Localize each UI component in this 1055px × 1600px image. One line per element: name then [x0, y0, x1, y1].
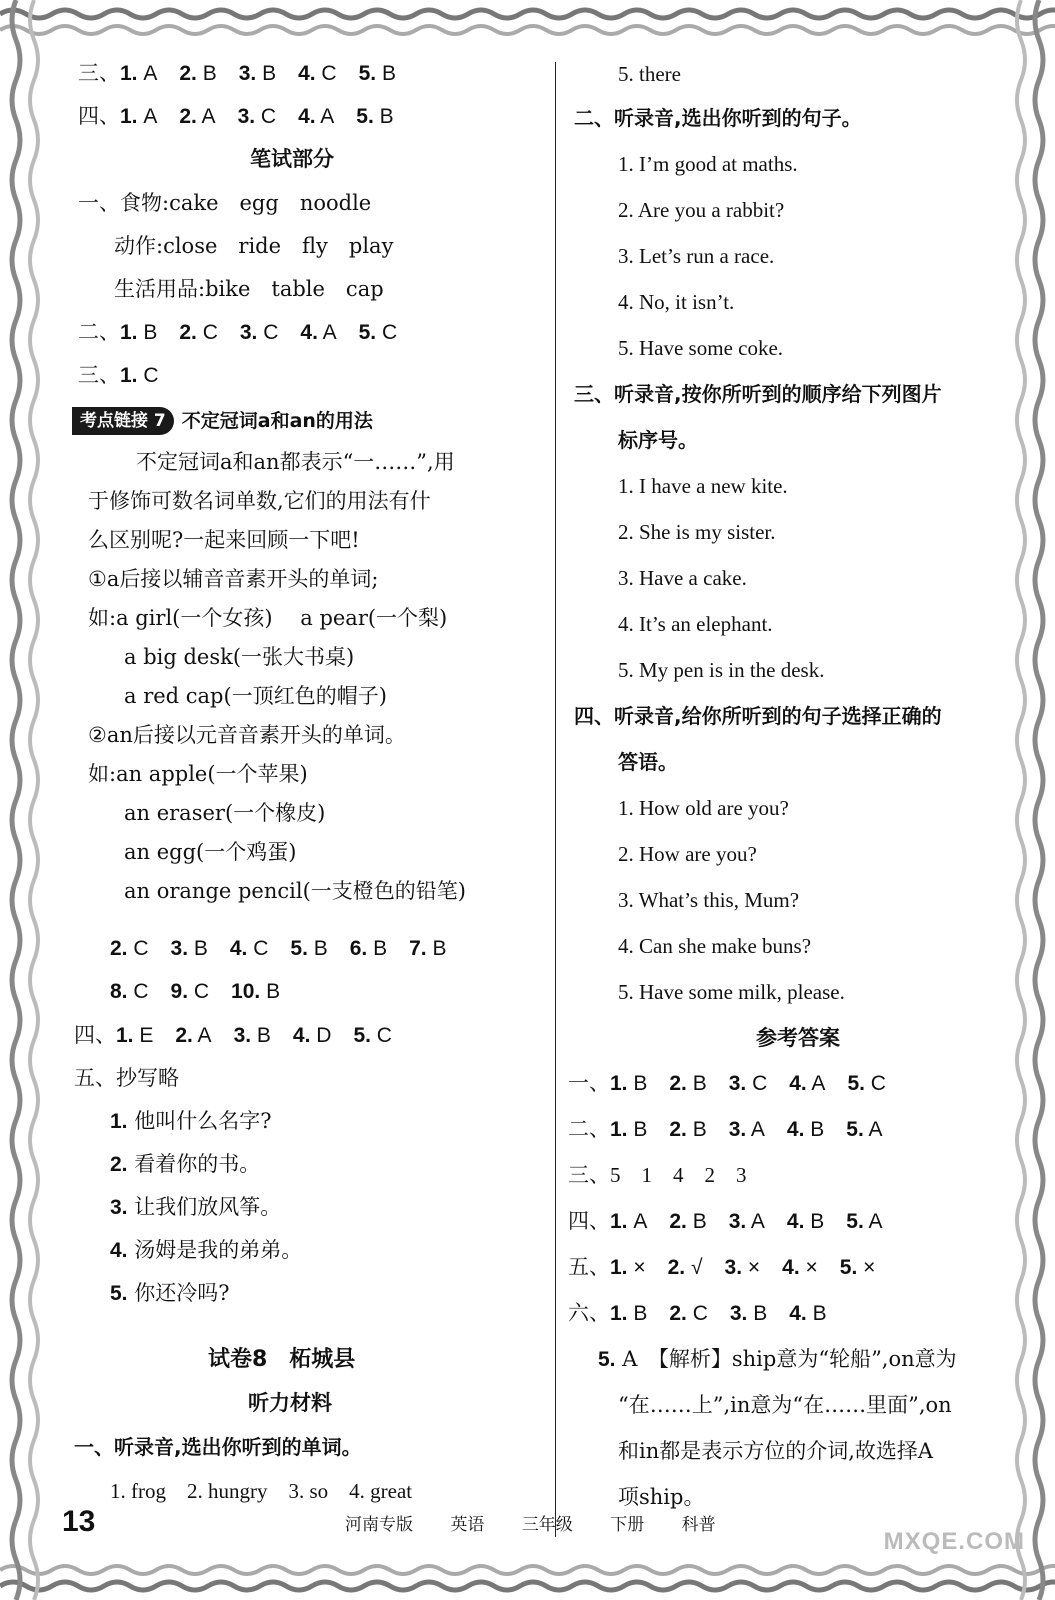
answer-number: 1.: [610, 1072, 628, 1095]
note-paragraph: 不定冠词a和an都表示“一……”,用: [136, 450, 455, 474]
answer-value: B: [367, 937, 388, 960]
answer-number: 4.: [298, 62, 316, 85]
answer-number: 4.: [300, 321, 318, 344]
sentence-item: 1. I have a new kite.: [618, 474, 788, 498]
answer-value: √: [685, 1256, 703, 1279]
answer-number: 2.: [110, 937, 128, 960]
answer-number: 4.: [229, 937, 248, 960]
answer-value: C: [257, 321, 279, 344]
listening-section-3: 三、听录音,按你所听到的顺序给下列图片: [574, 382, 942, 406]
answer-number: 5.: [358, 62, 377, 85]
note-paragraph: 么区别呢?一起来回顾一下吧!: [88, 528, 360, 552]
row-label: 二、: [78, 320, 120, 344]
answer-number: 1.: [120, 364, 138, 387]
row-label: 一、: [568, 1071, 610, 1095]
listening-section-4: 四、听录音,给你所听到的句子选择正确的: [574, 704, 942, 728]
wavy-frame-left: [0, 0, 60, 1600]
item-number: 5.: [598, 1348, 616, 1371]
answer-number: 1.: [610, 1210, 628, 1233]
watermark-text: MXQE.COM: [883, 1528, 1025, 1555]
footer-info: [345, 1510, 734, 1535]
answer-value: C: [376, 321, 398, 344]
reference-answers-title: 参考答案: [756, 1026, 840, 1050]
answer-number: 1.: [610, 1118, 628, 1141]
item-number: 4.: [110, 1239, 128, 1262]
sentence-item: 1. How old are you?: [618, 796, 789, 820]
answer-number: 2.: [669, 1210, 687, 1233]
food-line: 一、食物:cake egg noodle: [78, 191, 372, 215]
answer-number: 5.: [358, 321, 377, 344]
answer-value: A: [137, 105, 158, 128]
wavy-frame-bottom: [0, 1558, 1055, 1600]
answer-row: [78, 58, 396, 89]
answer-row: [78, 360, 159, 391]
explanation-line: [598, 1344, 957, 1375]
answer-value: A: [806, 1072, 826, 1095]
answer-number: 1.: [120, 321, 138, 344]
answer-number: 2.: [669, 1302, 687, 1325]
answer-value: E: [133, 1024, 154, 1047]
listening-title: 听力材料: [248, 1391, 332, 1415]
answer-value: A: [317, 321, 337, 344]
item-number: 2.: [110, 1153, 128, 1176]
answer-number: 2.: [179, 105, 197, 128]
note-rule-a: ①a后接以辅音音素开头的单词;: [88, 567, 379, 591]
listening-word: 5. there: [618, 62, 681, 86]
answer-row: [74, 1020, 392, 1051]
answer-value: B: [686, 1118, 707, 1141]
answer-number: 10.: [231, 980, 261, 1003]
sentence-item: 2. How are you?: [618, 842, 757, 866]
item-number: 1.: [110, 1110, 128, 1133]
answer-value: C: [746, 1072, 768, 1095]
answer-number: 5.: [847, 1072, 865, 1095]
listening-words: 1. frog 2. hungry 3. so 4. great: [110, 1479, 413, 1503]
sentence-item: 4. Can she make buns?: [618, 934, 812, 958]
answer-value: B: [188, 937, 208, 960]
listening-section-3-cont: 标序号。: [618, 428, 698, 452]
answer-number: 1.: [120, 62, 138, 85]
answer-number: 3.: [724, 1256, 743, 1279]
footer-edition: 河南专版: [345, 1515, 413, 1535]
action-line: 动作:close ride fly play: [114, 234, 394, 258]
translation-item: [110, 1149, 260, 1180]
answer-number: 3.: [729, 1302, 748, 1325]
answer-value: B: [196, 62, 217, 85]
answer-order: 三、5 1 4 2 3: [568, 1163, 747, 1187]
answer-value: A: [315, 105, 335, 128]
answer-value: B: [686, 1210, 707, 1233]
translation-item: [110, 1278, 229, 1309]
footer-publisher: 科普: [681, 1515, 716, 1535]
row-label: 二、: [568, 1117, 610, 1141]
note-example: 如:a girl(一个女孩) a pear(一个梨): [88, 606, 448, 630]
answer-number: 1.: [610, 1302, 628, 1325]
item-number: 3.: [110, 1196, 128, 1219]
answer-value: ×: [627, 1256, 646, 1279]
note-example: an egg(一个鸡蛋): [124, 840, 297, 864]
answer-value: B: [137, 321, 158, 344]
answer-number: 4.: [292, 1024, 311, 1047]
sentence-item: 5. Have some milk, please.: [618, 980, 845, 1004]
sentence-item: 2. Are you a rabbit?: [618, 198, 785, 222]
paper-title: 试卷8 柘城县: [208, 1347, 356, 1372]
answer-row: [568, 1206, 882, 1237]
row-label: 六、: [568, 1301, 610, 1325]
item-text: 汤姆是我的弟弟。: [134, 1238, 303, 1262]
daily-items-line: 生活用品:bike table cap: [114, 277, 384, 301]
answer-value: A: [746, 1210, 765, 1233]
answer-number: 3.: [233, 1024, 252, 1047]
answer-number: 3.: [728, 1072, 747, 1095]
answer-value: B: [804, 1210, 825, 1233]
answer-row: [78, 101, 394, 132]
sentence-item: 3. What’s this, Mum?: [618, 888, 800, 912]
item-text: 让我们放风筝。: [134, 1195, 282, 1219]
answer-value: C: [127, 937, 149, 960]
answer-number: 2.: [669, 1072, 687, 1095]
note-example: 如:an apple(一个苹果): [88, 762, 308, 786]
answer-value: B: [627, 1302, 648, 1325]
listening-section-1: 一、听录音,选出你听到的单词。: [74, 1435, 362, 1459]
answer-number: 1.: [120, 105, 138, 128]
answer-row: [568, 1068, 886, 1099]
note-rule-an: ②an后接以元音音素开头的单词。: [88, 723, 406, 747]
sentence-item: 5. My pen is in the desk.: [618, 658, 825, 682]
answer-value: A: [746, 1118, 765, 1141]
translation-item: [110, 1192, 281, 1223]
item-text: 看着你的书。: [134, 1152, 261, 1176]
answer-number: 1.: [116, 1024, 134, 1047]
answer-value: ×: [799, 1256, 818, 1279]
copy-omitted: 五、抄写略: [74, 1066, 179, 1090]
answer-value: C: [864, 1072, 886, 1095]
answer-number: 7.: [409, 937, 427, 960]
answer-value: C: [196, 321, 218, 344]
answer-number: 2.: [175, 1024, 193, 1047]
row-label: 四、: [74, 1023, 116, 1047]
answer-value: B: [307, 937, 328, 960]
answer-number: 3.: [238, 62, 257, 85]
answer-value: ×: [742, 1256, 761, 1279]
answer-number: 5.: [846, 1118, 864, 1141]
answer-value: B: [627, 1118, 648, 1141]
section-title-written: 笔试部分: [250, 147, 334, 171]
sentence-item: 3. Have a cake.: [618, 566, 747, 590]
answer-value: B: [804, 1118, 825, 1141]
wavy-frame-top: [0, 0, 1055, 42]
answer-number: 4.: [786, 1118, 805, 1141]
item-number: 5.: [110, 1282, 128, 1305]
answer-value: A: [627, 1210, 648, 1233]
answer-value: B: [627, 1072, 648, 1095]
note-example: an eraser(一个橡皮): [124, 801, 326, 825]
answer-value: B: [686, 1072, 707, 1095]
answer-number: 3.: [239, 321, 258, 344]
answer-number: 5.: [839, 1256, 858, 1279]
answer-number: 8.: [110, 980, 128, 1003]
sentence-item: 4. No, it isn’t.: [618, 290, 735, 314]
answer-value: C: [686, 1302, 708, 1325]
answer-number: 4.: [298, 105, 316, 128]
answer-number: 2.: [179, 62, 197, 85]
wavy-frame-right: [995, 0, 1055, 1600]
answer-row: [110, 977, 280, 1007]
row-label: 三、: [78, 61, 120, 85]
answer-number: 9.: [170, 980, 189, 1003]
answer-value: A: [192, 1024, 212, 1047]
answer-value: ×: [857, 1256, 876, 1279]
answer-row: [110, 934, 446, 964]
answer-row: [568, 1252, 875, 1283]
answer-value: B: [256, 62, 277, 85]
explanation-line: 项ship。: [618, 1485, 705, 1509]
explanation-line: “在……上”,in意为“在……里面”,on: [618, 1393, 952, 1417]
answer-value: B: [373, 105, 394, 128]
answer-number: 3.: [728, 1118, 747, 1141]
answer-value: A: [196, 105, 216, 128]
answer-number: 4.: [789, 1302, 807, 1325]
answer-number: 5.: [356, 105, 374, 128]
answer-value: B: [251, 1024, 271, 1047]
answer-value: C: [127, 980, 149, 1003]
row-label: 四、: [568, 1209, 610, 1233]
answer-number: 5.: [290, 937, 308, 960]
knowledge-link-title: 不定冠词a和an的用法: [181, 410, 373, 432]
answer-value: B: [260, 980, 281, 1003]
answer-number: 2.: [669, 1118, 687, 1141]
answer-value: D: [310, 1024, 332, 1047]
page-number: 13: [62, 1505, 96, 1538]
explanation-text: A 【解析】ship意为“轮船”,on意为: [622, 1347, 957, 1371]
answer-number: 6.: [349, 937, 368, 960]
sentence-item: 3. Let’s run a race.: [618, 244, 775, 268]
answer-number: 4.: [786, 1210, 805, 1233]
translation-item: [110, 1106, 271, 1137]
sentence-item: 1. I’m good at maths.: [618, 152, 798, 176]
listening-section-4-cont: 答语。: [618, 750, 678, 774]
row-label: 五、: [568, 1255, 610, 1279]
translation-item: [110, 1235, 302, 1266]
item-text: 你还冷吗?: [134, 1281, 230, 1305]
answer-value: B: [426, 937, 447, 960]
sentence-item: 2. She is my sister.: [618, 520, 776, 544]
answer-value: A: [137, 62, 158, 85]
footer-volume: 下册: [610, 1515, 645, 1535]
note-example: a red cap(一顶红色的帽子): [124, 684, 387, 708]
item-text: 他叫什么名字?: [134, 1109, 272, 1133]
answer-number: 3.: [170, 937, 189, 960]
answer-value: C: [315, 62, 337, 85]
answer-number: 3.: [237, 105, 256, 128]
footer-subject: 英语: [450, 1515, 485, 1535]
row-label: 三、: [78, 363, 120, 387]
answer-value: B: [747, 1302, 768, 1325]
answer-value: C: [247, 937, 269, 960]
answer-value: B: [376, 62, 396, 85]
answer-number: 2.: [667, 1256, 686, 1279]
answer-value: C: [370, 1024, 392, 1047]
answer-number: 4.: [782, 1256, 800, 1279]
note-paragraph: 于修饰可数名词单数,它们的用法有什: [88, 489, 431, 513]
explanation-line: 和in都是表示方位的介词,故选择A: [618, 1439, 934, 1463]
column-divider: [555, 62, 556, 1537]
answer-value: A: [863, 1118, 883, 1141]
sentence-item: 4. It’s an elephant.: [618, 612, 773, 636]
sentence-item: 5. Have some coke.: [618, 336, 784, 360]
answer-row: [568, 1114, 882, 1145]
answer-value: B: [806, 1302, 827, 1325]
knowledge-link-tag: 考点链接 7: [72, 407, 174, 435]
listening-section-2: 二、听录音,选出你听到的句子。: [574, 106, 862, 130]
note-example: an orange pencil(一支橙色的铅笔): [124, 879, 466, 903]
answer-number: 5.: [353, 1024, 371, 1047]
answer-number: 3.: [728, 1210, 747, 1233]
note-example: a big desk(一张大书桌): [124, 645, 355, 669]
knowledge-link-header: [72, 405, 373, 436]
answer-value: C: [188, 980, 210, 1003]
answer-number: 5.: [846, 1210, 864, 1233]
answer-row: [78, 317, 397, 348]
footer-grade: 三年级: [521, 1515, 573, 1535]
answer-value: C: [255, 105, 277, 128]
answer-number: 4.: [789, 1072, 807, 1095]
answer-number: 2.: [179, 321, 197, 344]
answer-value: C: [137, 364, 159, 387]
answer-value: A: [863, 1210, 883, 1233]
row-label: 四、: [78, 104, 120, 128]
answer-row: [568, 1298, 827, 1329]
answer-number: 1.: [610, 1256, 628, 1279]
